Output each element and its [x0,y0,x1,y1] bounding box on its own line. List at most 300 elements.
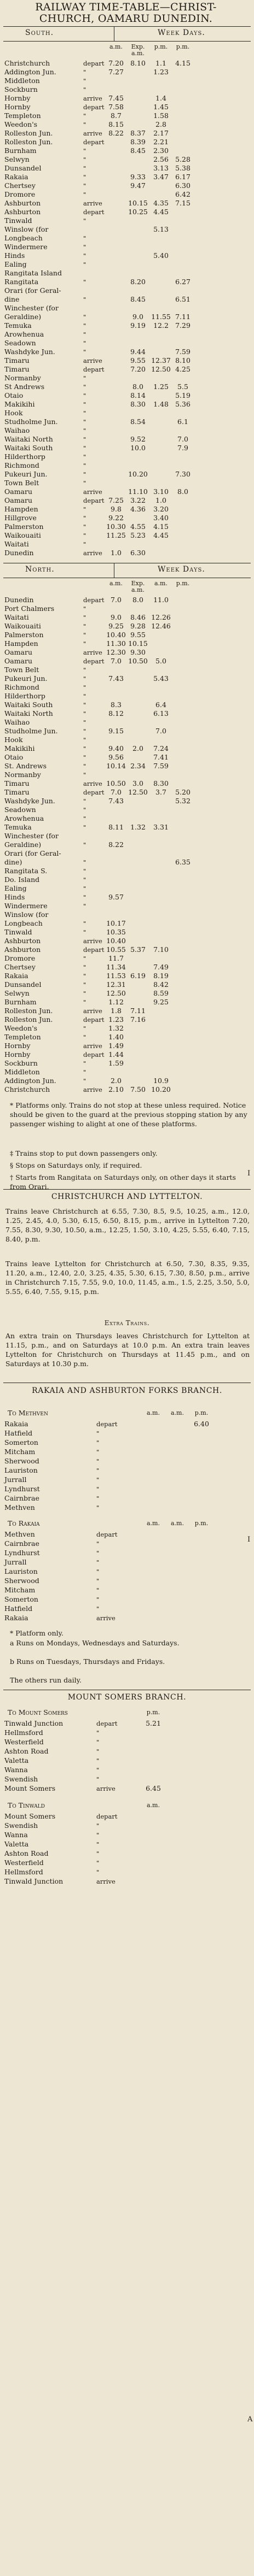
row-label: " [96,1439,100,1446]
row-label: depart [83,60,105,67]
footnote: a Runs on Mondays, Wednesdays and Saturdays. [10,1639,180,1647]
north-timetable [3,596,251,1094]
station-name: Rolleston Jun. [4,1015,53,1024]
timetable-row [3,727,251,736]
time-cell: 8.7 [111,111,122,120]
station-name: Ashburton [4,937,41,945]
station-name: Hatfield [4,1604,33,1613]
timetable-row [3,1485,251,1493]
timetable-row [3,902,251,910]
station-name: Hornby [4,1050,31,1058]
station-name: Hornby [4,94,31,102]
timetable-row [3,234,251,243]
time-cell: 8.59 [153,989,169,997]
col-header: a.m. [109,43,123,50]
time-cell: 8.12 [108,709,124,717]
row-label: " [83,86,86,93]
station-name: Hampden [4,639,38,648]
row-label: " [83,234,86,242]
row-label: " [96,1729,100,1737]
row-label: " [83,666,86,674]
timetable-row [3,77,251,85]
row-label: " [83,1068,86,1076]
time-cell: 6.27 [175,278,190,286]
timetable-row [3,1756,251,1765]
row-label: " [83,902,86,910]
station-name: Cairnbrae [4,1494,39,1502]
row-label: " [83,631,86,639]
row-label: depart [83,1051,105,1058]
row-label: " [96,1757,100,1765]
col-header: Exp. a.m. [131,43,145,57]
station-name: Wanna [4,1766,28,1774]
time-cell: 1.58 [153,111,169,120]
timetable-row [3,814,251,823]
station-name: Hinds [4,893,25,901]
station-name: Sockburn [4,85,38,93]
time-cell: 8.39 [130,138,146,146]
time-cell: 7.30 [175,470,190,478]
station-name: Burnham [4,998,37,1006]
station-name: Pukeuri Jun. [4,674,48,683]
station-name: Orari (for Geral- [4,286,61,295]
row-label: " [96,1596,100,1603]
timetable-row [3,1604,251,1613]
timetable-row [3,736,251,744]
station-name: Oamaru [4,648,33,656]
row-label: " [83,824,86,831]
time-cell: 4.15 [153,522,169,531]
row-label: " [83,710,86,717]
station-name: Hook [4,736,23,744]
row-label: " [83,112,86,120]
row-label: " [96,1748,100,1755]
timetable-row [3,496,251,505]
row-label: " [83,692,86,700]
time-cell: 8.11 [108,823,124,831]
time-cell: 10.25 [128,208,148,216]
row-label: " [96,1504,100,1512]
station-name: Port Chalmers [4,604,55,613]
station-name: Waihao [4,426,30,434]
timetable-row [3,452,251,461]
time-cell: 10.0 [130,444,146,452]
row-label: " [83,409,86,417]
timetable-row [3,1494,251,1503]
station-name: Rakaia [4,1420,28,1428]
station-name: Tinwald Junction [4,1719,64,1727]
row-label: " [83,339,86,347]
time-cell: 1.25 [153,383,169,391]
row-label: " [83,920,86,927]
row-label: " [83,640,86,648]
station-name: Palmerston [4,522,44,531]
row-label: " [83,675,86,683]
branch-subheading: To Methven [8,1409,48,1417]
time-cell: 9.56 [108,753,124,761]
station-name: Normanby [4,374,41,382]
station-name: Hilderthorp [4,692,45,700]
row-label: " [96,1568,100,1575]
time-cell: 7.25 [108,496,124,504]
row-label: " [83,1060,86,1067]
time-cell: 10.50 [128,657,148,665]
timetable-row [3,111,251,120]
time-cell: 8.0 [132,596,143,604]
station-name: Do. Island [4,875,40,884]
time-cell: 12.31 [106,980,126,989]
station-name: Town Belt [4,666,39,674]
station-name: Swendish [4,1821,38,1830]
row-label: " [83,727,86,735]
row-label: " [83,754,86,761]
row-label: depart [83,103,105,111]
row-label: depart [96,1420,118,1428]
time-cell: 1.4 [155,94,166,102]
row-label: " [83,972,86,980]
station-name: Weedon's [4,120,38,128]
time-cell: 1.23 [108,1015,124,1024]
timetable-row [3,692,251,701]
timetable-row [3,1821,251,1830]
time-cell: 5.43 [153,674,169,683]
time-cell: 10.40 [106,631,126,639]
time-cell: 9.57 [108,893,124,901]
time-cell: 1.1 [155,59,166,67]
station-name: Waitaki North [4,709,53,717]
row-label: " [83,147,86,155]
time-cell: 7.43 [108,797,124,805]
station-name: Longbeach [4,234,43,242]
time-cell: 5.13 [153,225,169,233]
timetable-row [3,304,251,313]
row-label: " [96,1766,100,1774]
time-cell: 6.51 [175,295,190,303]
timetable-row [3,269,251,278]
station-name: Orari (for Geral- [4,849,61,857]
row-label: " [83,893,86,901]
time-cell: 10.14 [106,762,126,770]
time-cell: 2.34 [130,762,146,770]
col-header: p.m. [146,1709,160,1716]
timetable-row [3,963,251,972]
row-label: " [83,173,86,181]
timetable-row [3,1539,251,1548]
station-name: Jurrall [4,1475,27,1484]
station-name: Oamaru [4,487,33,496]
time-cell: 5.36 [175,400,190,408]
timetable-row [3,709,251,718]
time-cell: 4.45 [153,208,169,216]
time-cell: 11.30 [106,639,126,648]
time-cell: 3.40 [153,514,169,522]
timetable-row [3,1549,251,1557]
timetable-row [3,531,251,540]
time-cell: 8.46 [130,613,146,621]
row-label: " [83,479,86,487]
row-label: depart [83,208,105,216]
timetable-row [3,788,251,797]
timetable-row [3,487,251,496]
time-cell: 5.38 [175,164,190,172]
time-cell: 6.40 [194,1420,209,1428]
timetable-row [3,823,251,832]
south-week-days: Week Days. [158,28,205,37]
row-label: " [83,77,86,85]
time-cell: 8.15 [108,120,124,128]
time-cell: 1.45 [153,103,169,111]
time-cell: 1.48 [153,400,169,408]
timetable-row [3,1577,251,1585]
time-cell: 7.0 [111,596,122,604]
station-name: Somerton [4,1438,38,1446]
time-cell: 7.10 [153,945,169,954]
time-cell: 11.25 [106,531,126,539]
row-label: " [83,684,86,691]
time-cell: 6.1 [177,417,188,426]
row-label: " [83,313,86,321]
margin-letter: A [247,2415,253,2424]
timetable-row [3,596,251,604]
station-name: Valetta [4,1840,29,1848]
row-label: " [96,1738,100,1746]
timetable-row [3,313,251,321]
row-label: " [83,427,86,434]
time-cell: 7.59 [153,762,169,770]
time-cell: 8.54 [130,417,146,426]
time-cell: 4.15 [175,59,190,67]
timetable-row [3,426,251,435]
row-label: " [83,1077,86,1085]
station-name: Otaio [4,391,24,399]
row-label: arrive [83,1007,102,1015]
time-cell: 7.24 [153,744,169,752]
branch-subheading: To Tinwald [8,1801,45,1809]
station-name: Winslow (for [4,910,49,919]
row-label: " [83,540,86,548]
station-name: Chertsey [4,181,36,190]
row-label: " [96,1485,100,1493]
time-cell: 7.50 [130,1085,146,1093]
row-label: arrive [83,95,102,102]
time-cell: 7.43 [108,674,124,683]
station-name: Rangitata S. [4,867,48,875]
station-name: Washdyke Jun. [4,797,55,805]
row-label: " [96,1775,100,1783]
station-name: Oamaru [4,496,33,504]
timetable-row [3,68,251,77]
timetable-row [3,216,251,225]
row-label: " [83,858,86,866]
station-name: Temuka [4,823,32,831]
timetable-row [3,779,251,788]
station-name: Rolleston Jun. [4,1007,53,1015]
time-cell: 7.0 [155,727,166,735]
time-cell: 1.8 [111,1007,122,1015]
lyttelton-paragraph-2: Trains leave Lyttelton for Christchurch at 6.50, 7.30, 8.35, 9.35, 11.20, a.m., 12.40, 2.0, 3.25, 4.35, 5.30, 6.15, 7.30, 8.50, p.m., arrive in Christchurch 7.15, 7.55, 9.0, 10.0, 11.45, a.m., 1.5, 2.25, 3.50, 5.0, 5.55, 6.40, 7.55, 9.15, p.m. [5,1260,250,1296]
station-name: Studholme Jun. [4,727,58,735]
station-name: Rolleston Jun. [4,138,53,146]
timetable-row [3,1475,251,1484]
station-name: Middleton [4,77,40,85]
time-cell: 12.26 [151,613,171,621]
time-cell: 11.53 [106,972,126,980]
time-cell: 8.22 [108,129,124,137]
row-label: " [83,444,86,452]
time-cell: 3.13 [153,164,169,172]
station-name: Selwyn [4,989,30,997]
station-name: Ashburton [4,199,41,207]
timetable-row [3,1567,251,1576]
station-name: Waitati [4,613,29,621]
station-name: Makikihi [4,400,35,408]
time-cell: 8.19 [153,972,169,980]
station-name: Wanna [4,1831,28,1839]
row-label: " [96,1586,100,1594]
row-label: arrive [96,1878,116,1885]
row-label: " [96,1558,100,1566]
timetable-row [3,1024,251,1033]
station-name: Mitcham [4,1586,36,1594]
station-name: Geraldine) [4,313,42,321]
row-label: " [83,278,86,286]
timetable-row [3,1595,251,1604]
row-label: " [83,797,86,805]
timetable-row [3,1586,251,1595]
time-cell: 7.29 [175,321,190,330]
time-cell: 5.32 [175,797,190,805]
timetable-row [3,832,251,840]
row-label: " [83,156,86,163]
row-label: " [83,453,86,461]
timetable-row [3,295,251,304]
station-name: Rakaia [4,972,28,980]
time-cell: 6.42 [175,190,190,198]
col-header: a.m. [147,1520,160,1527]
timetable-row [3,522,251,531]
time-cell: 10.17 [106,919,126,927]
timetable-row [3,251,251,260]
row-label: arrive [83,649,102,656]
timetable-row [3,1784,251,1793]
timetable-row [3,243,251,251]
station-name: Mitcham [4,1448,36,1456]
row-label: arrive [96,1614,116,1622]
row-label: " [83,470,86,478]
timetable-row [3,120,251,129]
row-label: " [83,963,86,971]
station-name: St Andrews [4,383,45,391]
station-name: Ashton Road [4,1747,49,1755]
timetable-row [3,910,251,919]
row-label: " [83,614,86,621]
row-label: " [83,462,86,469]
station-name: Westerfield [4,1738,44,1746]
footnote: * Platform only. [10,1629,64,1637]
timetable-row [3,374,251,383]
row-label: " [83,981,86,989]
time-cell: 7.27 [108,68,124,76]
timetable-row [3,1503,251,1512]
timetable-row [3,1448,251,1456]
timetable-row [3,1831,251,1839]
col-header [172,580,194,587]
row-label: " [83,762,86,770]
row-label: arrive [83,357,102,364]
time-cell: 6.30 [175,181,190,190]
row-label: " [83,164,86,172]
timetable-row [3,858,251,867]
time-cell: 5.37 [130,945,146,954]
row-label: " [83,928,86,936]
station-name: Valetta [4,1756,29,1765]
row-label: " [96,1549,100,1557]
col-header-bottom: p.m. [176,580,190,587]
lyttelton-heading: CHRISTCHURCH AND LYTTELTON. [51,1192,203,1201]
timetable-row [3,85,251,94]
time-cell: 7.20 [130,365,146,373]
timetable-row [3,875,251,884]
footnote: ‡ Trains stop to put down passengers only. [10,1149,158,1157]
station-name: Arowhenua [4,814,44,822]
station-name: Sherwood [4,1457,39,1465]
station-name: Burnham [4,146,37,155]
time-cell: 3.20 [153,505,169,513]
time-cell: 7.0 [111,657,122,665]
footnote: * Platforms only. Trains do not stop at these unless required. Notice should be given to the guard at the previous stopping station by any passenger wishing to alight at one of these platforms. [10,1101,247,1128]
time-cell: 5.0 [155,657,166,665]
station-name: Rakaia [4,1614,28,1622]
timetable-row [3,181,251,190]
footnote: † Starts from Rangitata on Saturdays only, on other days it starts from Orari. [10,1173,236,1191]
row-label: " [96,1467,100,1474]
timetable-row [3,1738,251,1746]
time-cell: 1.32 [130,823,146,831]
row-label: arrive [83,1086,102,1093]
timetable-row [3,1429,251,1438]
time-cell: 9.33 [130,173,146,181]
timetable-row [3,103,251,111]
time-cell: 9.25 [108,622,124,630]
station-name: Jurrall [4,1558,27,1566]
timetable-row [3,771,251,779]
row-label: " [96,1476,100,1484]
station-name: Seadown [4,339,36,347]
time-cell: 9.52 [130,435,146,443]
time-cell: 8.14 [130,391,146,399]
time-cell: 5.20 [175,788,190,796]
station-name: Templeton [4,111,41,120]
time-cell: 9.40 [108,744,124,752]
row-label: " [83,243,86,251]
row-label: " [83,401,86,408]
time-cell: 1.0 [155,496,166,504]
row-label: depart [83,657,105,665]
row-label: " [83,532,86,539]
station-name: Dunedin [4,596,34,604]
timetable-row [3,1077,251,1085]
station-name: Templeton [4,1033,41,1041]
station-name: Somerton [4,1595,38,1603]
col-header-bottom: a.m. [131,586,145,593]
row-label: " [96,1822,100,1830]
timetable-row [3,928,251,937]
row-label: arrive [83,199,102,207]
branch-subheading: To Rakaia [8,1519,40,1527]
branch-subheading: To Mount Somers [8,1708,68,1716]
title-line-2: CHURCH, OAMARU DUNEDIN. [39,13,213,25]
row-label: " [96,1868,100,1876]
